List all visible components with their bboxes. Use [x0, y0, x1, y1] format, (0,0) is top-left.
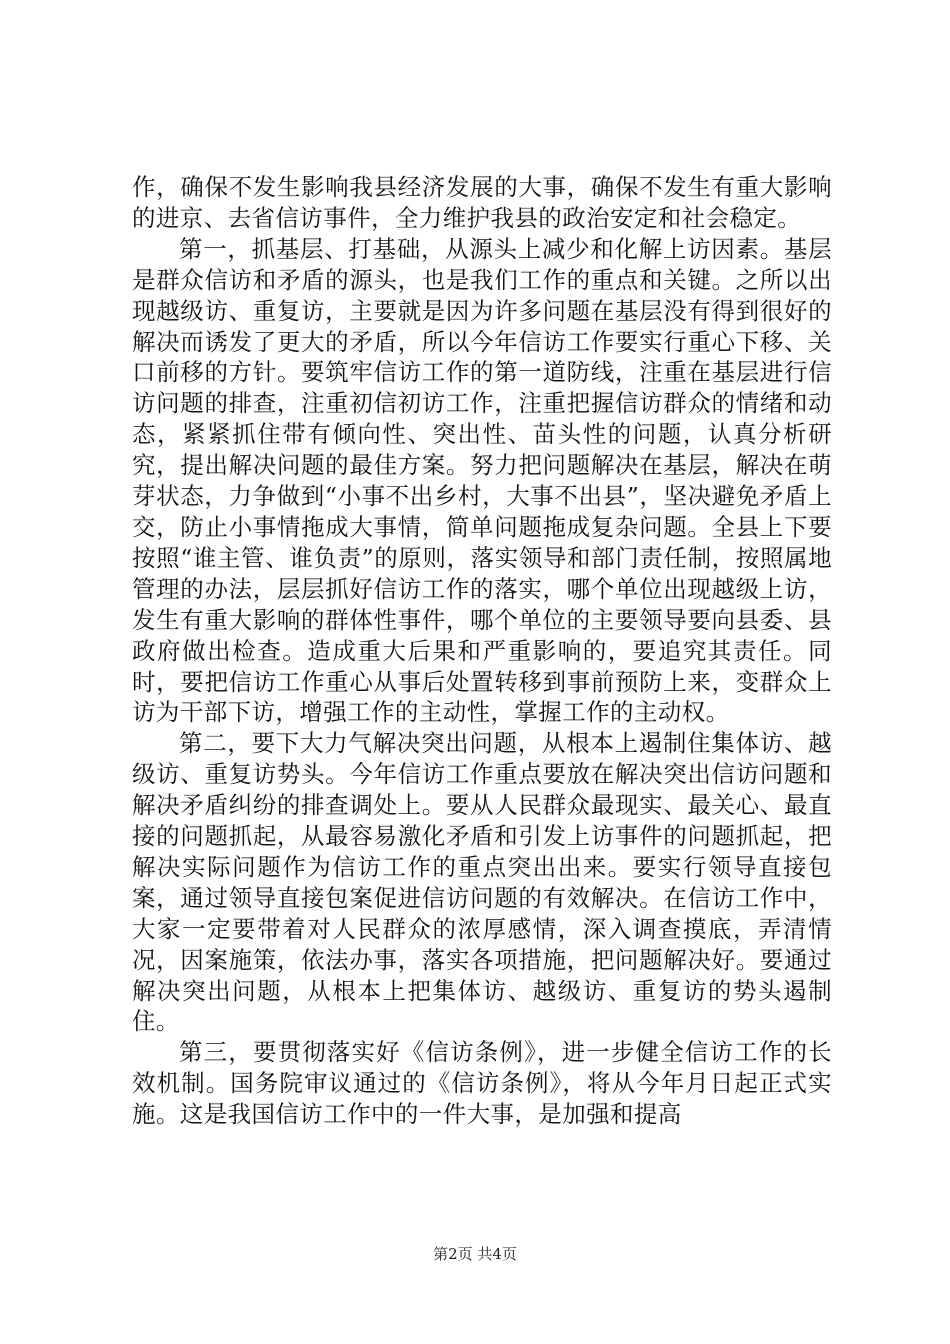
- paragraph-first-point: 第一，抓基层、打基础，从源头上减少和化解上访因素。基层是群众信访和矛盾的源头，也是我们工作的重点和关键。之所以出现越级访、重复访，主要就是因为许多问题在基层没有得到很好的解决而诱发了更大的矛盾，所以今年信访工作要实行重心下移、关口前移的方针。要筑牢信访工作的第一道防线，注重在基层进行信访问题的排查，注重初信初访工作，注重把握信访群众的情绪和动态，紧紧抓住带有倾向性、突出性、苗头性的问题，认真分析研究，提出解决问题的最佳方案。努力把问题解决在基层，解决在萌芽状态，力争做到“小事不出乡村，大事不出县”，坚决避免矛盾上交，防止小事情拖成大事情，简单问题拖成复杂问题。全县上下要按照“谁主管、谁负责”的原则，落实领导和部门责任制，按照属地管理的办法，层层抓好信访工作的落实，哪个单位出现越级上访，发生有重大影响的群体性事件，哪个单位的主要领导要向县委、县政府做出检查。造成重大后果和严重影响的，要追究其责任。同时，要把信访工作重心从事后处置转移到事前预防上来，变群众上访为干部下访，增强工作的主动性，掌握工作的主动权。: [132, 234, 832, 727]
- paragraph-third-point: 第三，要贯彻落实好《信访条例》，进一步健全信访工作的长效机制。国务院审议通过的《信访条例》，将从今年月日起正式实施。这是我国信访工作中的一件大事，是加强和提高: [132, 1038, 832, 1129]
- paragraph-second-point: 第二，要下大力气解决突出问题，从根本上遏制住集体访、越级访、重复访势头。今年信访工作重点要放在解决突出信访问题和解决矛盾纠纷的排查调处上。要从人民群众最现实、最关心、最直接的问题抓起，从最容易激化矛盾和引发上访事件的问题抓起，把解决实际问题作为信访工作的重点突出出来。要实行领导直接包案，通过领导直接包案促进信访问题的有效解决。在信访工作中，大家一定要带着对人民群众的浓厚感情，深入调查摸底，弄清情况，因案施策，依法办事，落实各项措施，把问题解决好。要通过解决突出问题，从根本上把集体访、越级访、重复访的势头遏制住。: [132, 729, 832, 1036]
- document-body: [132, 172, 832, 1130]
- page-number-footer: 第2页 共4页: [433, 1245, 517, 1263]
- paragraph-continuation: 作，确保不发生影响我县经济发展的大事，确保不发生有重大影响的进京、去省信访事件，全力维护我县的政治安定和社会稳定。: [132, 173, 832, 232]
